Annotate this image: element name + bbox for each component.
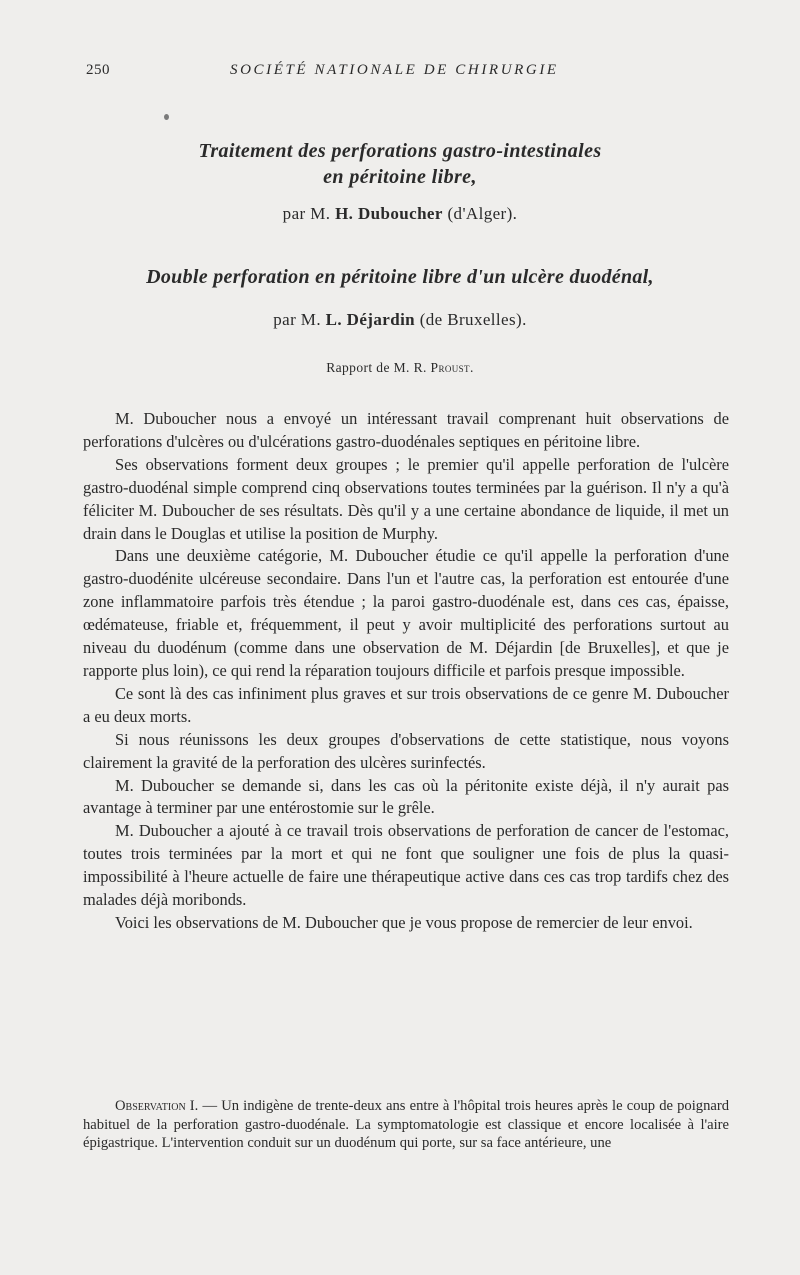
reporter-name: Proust. bbox=[430, 360, 474, 375]
body-paragraph: Dans une deuxième catégorie, M. Duboucher étudie ce qu'il appelle la perforation d'une gastro-duodénite ulcéreuse secondaire. Dans l'un et l'autre cas, la perforation est entourée d'une zone inflammatoire parfois très étendue ; la paroi gastro-duodénale est, dans ces cas, épaisse, œdémateuse, friable et, fréquemment, il peut y avoir multiplicité des perforations surtout au niveau du duodénum (comme dans une observation de M. Déjardin [de Bruxelles], et que je rapporte plus loin), ce qui rend la réparation toujours difficile et parfois presque impossible. bbox=[83, 546, 729, 680]
ink-speck bbox=[164, 114, 169, 120]
observation-paragraph bbox=[83, 1097, 729, 1153]
byline-affiliation: (d'Alger). bbox=[447, 204, 518, 223]
observation-text: — Un indigène de trente-deux ans entre à l'hôpital trois heures après le coup de poignard habituel de la perforation gastro-duodénale. La symptomatologie est classique et encore localisée à l'aire épigastrique. L'intervention conduit sur un duodénum qui porte, sur sa face antérieure, une bbox=[83, 1098, 729, 1152]
report-body bbox=[83, 408, 729, 935]
report-prefix: Rapport de M. R. bbox=[326, 360, 427, 375]
article-2-title: Double perforation en péritoine libre d'un ulcère duodénal, bbox=[146, 266, 654, 288]
byline-affiliation: (de Bruxelles). bbox=[419, 310, 527, 329]
article-1-title-line-2: en péritoine libre, bbox=[323, 166, 477, 188]
article-2-byline bbox=[0, 310, 800, 330]
body-paragraph: M. Duboucher se demande si, dans les cas où la péritonite existe déjà, il n'y aurait pas avantage à terminer par une entérostomie sur le grêle. bbox=[83, 775, 729, 818]
observation-section bbox=[83, 1097, 729, 1153]
article-1-title-line-1: Traitement des perforations gastro-intestinales bbox=[198, 140, 602, 162]
report-line bbox=[0, 360, 800, 376]
body-paragraph: Voici les observations de M. Duboucher que je vous propose de remercier de leur envoi. bbox=[115, 912, 693, 932]
page-number: 250 bbox=[86, 62, 110, 78]
author-name: L. Déjardin bbox=[325, 310, 416, 329]
body-paragraph: Si nous réunissons les deux groupes d'observations de cette statistique, nous voyons clairement la gravité de la perforation des ulcères surinfectés. bbox=[83, 729, 729, 772]
byline-prefix: par M. bbox=[273, 310, 321, 329]
byline-prefix: par M. bbox=[282, 204, 331, 223]
author-name: H. Duboucher bbox=[335, 204, 443, 223]
observation-label: Observation I. bbox=[115, 1098, 199, 1114]
body-paragraph: Ses observations forment deux groupes ; le premier qu'il appelle perforation de l'ulcère gastro-duodénal simple comprend cinq observations toutes terminées par la guérison. Il n'y a qu'à féliciter M. Duboucher de ses résultats. Dès qu'il y a une certaine abondance de liquide, il met un drain dans le Douglas et utilise la position de Murphy. bbox=[83, 454, 729, 543]
running-header bbox=[86, 62, 726, 86]
body-paragraph: M. Duboucher nous a envoyé un intéressant travail comprenant huit observations de perforations d'ulcères ou d'ulcérations gastro-duodénales septiques en péritoine libre. bbox=[83, 409, 729, 451]
article-1-title bbox=[0, 138, 800, 190]
journal-title: SOCIÉTÉ NATIONALE DE CHIRURGIE bbox=[230, 62, 559, 78]
body-paragraph: Ce sont là des cas infiniment plus graves et sur trois observations de ce genre M. Duboucher a eu deux morts. bbox=[83, 683, 729, 726]
article-1-byline bbox=[0, 204, 800, 224]
body-paragraph: M. Duboucher a ajouté à ce travail trois observations de perforation de cancer de l'estomac, toutes trois terminées par la mort et qui ne font que souligner une fois de plus la quasi-impossibilité à l'heure actuelle de faire une thérapeutique active dans ces cas trop tardifs chez des malades déjà moribonds. bbox=[83, 821, 729, 910]
